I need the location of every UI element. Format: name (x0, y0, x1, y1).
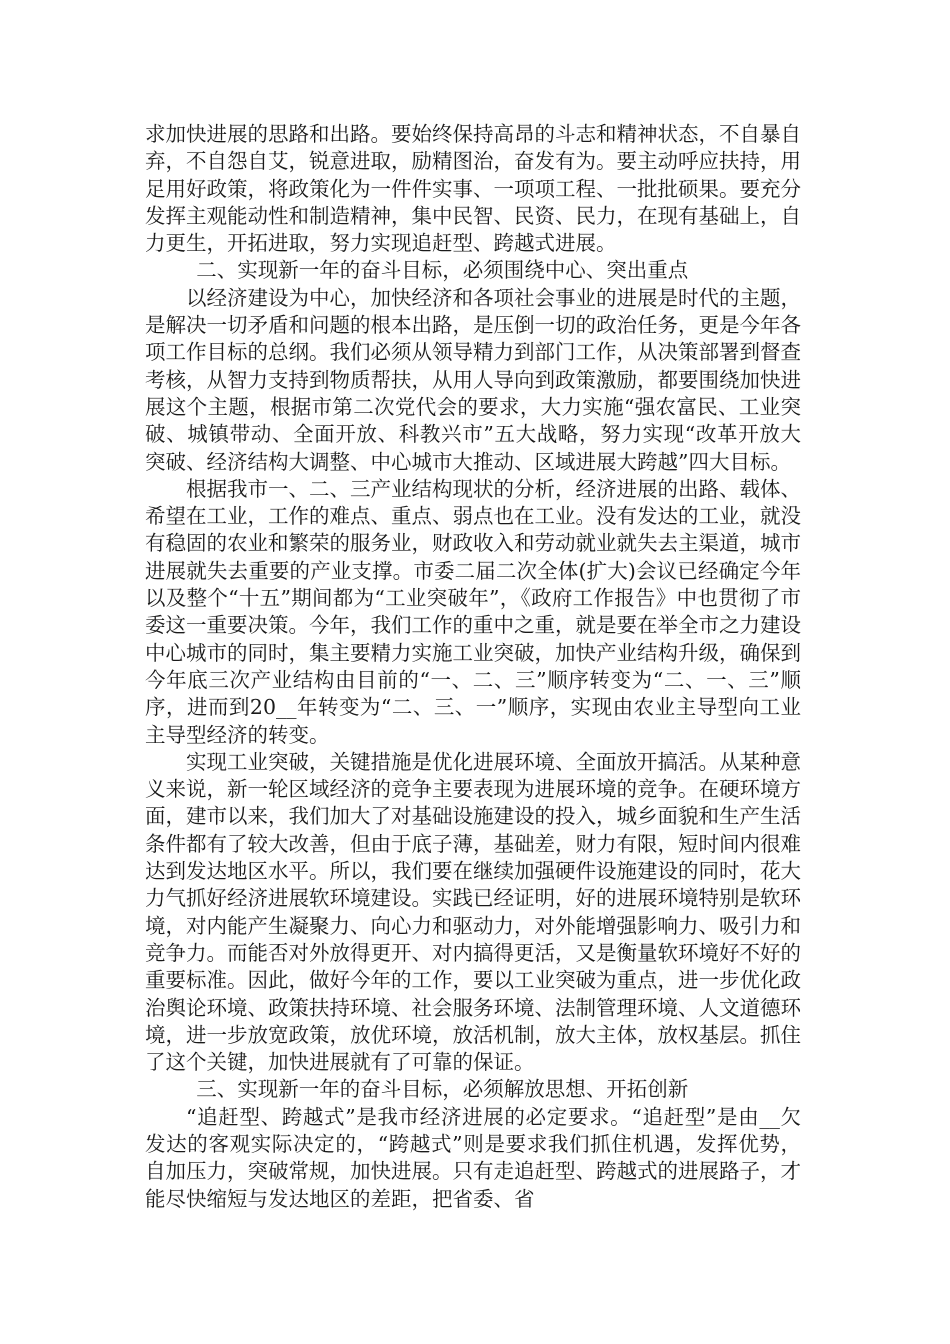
document-body (145, 121, 801, 1213)
section-heading-2: 二、实现新一年的奋斗目标，必须围绕中心、突出重点 (196, 258, 689, 283)
paragraph-environment: 实现工业突破，关键措施是优化进展环境、全面放开搞活。从某种意义来说，新一轮区域经济的竞争主要表现为进展环境的竞争。在硬环境方面，建市以来，我们加大了对基础设施建设的投入，城乡面貌和生产生活条件都有了较大改善，但由于底子薄，基础差，财力有限，短时间内很难达到发达地区水平。所以，我们要在继续加强硬件设施建设的同时，花大力气抓好经济进展软环境建设。实践已经证明，好的进展环境特别是软环境，对内能产生凝聚力、向心力和驱动力，对外能增强影响力、吸引力和竞争力。而能否对外放得更开、对内搞得更活，又是衡量软环境好不好的重要标准。因此，做好今年的工作，要以工业突破为重点，进一步优化政治舆论环境、政策扶持环境、社会服务环境、法制管理环境、人文道德环境，进一步放宽政策，放优环境，放活机制，放大主体，放权基层。抓住了这个关键，加快进展就有了可靠的保证。 (145, 749, 801, 1075)
paragraph-continuation: 求加快进展的思路和出路。要始终保持高昂的斗志和精神状态，不自暴自弃，不自怨自艾，锐意进取，励精图治，奋发有为。要主动呼应扶持，用足用好政策，将政策化为一件件实事、一项项工程、一批批硕果。要充分发挥主观能动性和制造精神，集中民智、民资、民力，在现有基础上，自力更生，开拓进取，努力实现追赶型、跨越式进展。 (145, 122, 801, 256)
paragraph-industrial-structure: 根据我市一、二、三产业结构现状的分析，经济进展的出路、载体、希望在工业，工作的难点、重点、弱点也在工业。没有发达的工业，就没有稳固的农业和繁荣的服务业，财政收入和劳动就业就失去主渠道，城市进展就失去重要的产业支撑。市委二届二次全体(扩大)会议已经确定今年以及整个“十五”期间都为“工业突破年”，《政府工作报告》中也贯彻了市委这一重要决策。今年，我们工作的重中之重，就是要在举全市之力建设中心城市的同时，集主要精力实施工业突破，加快产业结构升级，确保到今年底三次产业结构由目前的“一、二、三”顺序转变为“二、一、三”顺序，进而到20__年转变为“二、三、一”顺序，实现由农业主导型向工业主导型经济的转变。 (145, 476, 801, 747)
section-heading-3: 三、实现新一年的奋斗目标，必须解放思想、开拓创新 (196, 1077, 689, 1102)
paragraph-catch-up: “追赶型、跨越式”是我市经济进展的必定要求。“追赶型”是由__欠发达的客观实际决定的，“跨越式”则是要求我们抓住机遇，发挥优势，自加压力，突破常规，加快进展。只有走追赶型、跨越式的进展路子，才能尽快缩短与发达地区的差距，把省委、省 (145, 1104, 801, 1211)
paragraph-economic-center: 以经济建设为中心，加快经济和各项社会事业的进展是时代的主题，是解决一切矛盾和问题的根本出路，是压倒一切的政治任务，更是今年各项工作目标的总纲。我们必须从领导精力到部门工作，从决策部署到督查考核，从智力支持到物质帮扶，从用人导向到政策激励，都要围绕加快进展这个主题，根据市第二次党代会的要求，大力实施“强农富民、工业突破、城镇带动、全面开放、科教兴市”五大战略，努力实现“改革开放大突破、经济结构大调整、中心城市大推动、区域进展大跨越”四大目标。 (145, 285, 801, 474)
